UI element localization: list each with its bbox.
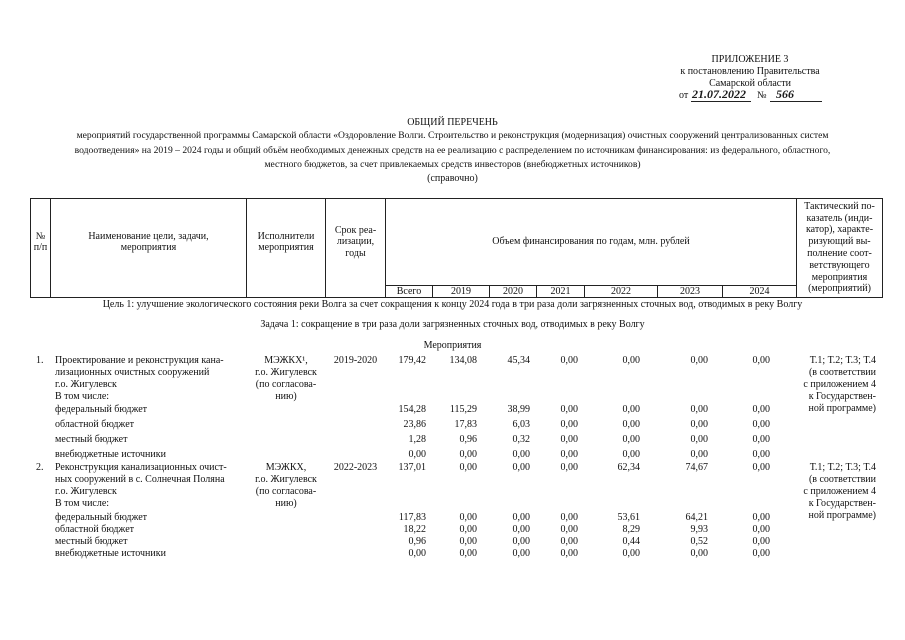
row-value-2023: 74,67 bbox=[685, 462, 708, 473]
subrow-value: 0,00 bbox=[459, 524, 477, 535]
subrow-value: 0,00 bbox=[622, 434, 640, 445]
row-value-2024: 0,00 bbox=[752, 355, 770, 366]
subrow-value: 0,00 bbox=[690, 404, 708, 415]
subrow-value: 0,00 bbox=[690, 449, 708, 460]
task-text: Задача 1: сокращение в три раза доли загрязненных сточных вод, отводимых в реку Волгу bbox=[260, 319, 645, 330]
document-title: ОБЩИЙ ПЕРЕЧЕНЬ bbox=[407, 117, 498, 128]
col-num-header: № п/п bbox=[33, 230, 48, 253]
section-label: Мероприятия bbox=[423, 340, 482, 351]
year-header-2024: 2024 bbox=[749, 285, 770, 297]
year-header-2020: 2020 bbox=[503, 285, 523, 297]
row-indicator-line: с приложением 4 bbox=[803, 379, 876, 390]
subrow-value: 6,03 bbox=[512, 419, 530, 430]
subrow-value: 0,52 bbox=[690, 536, 708, 547]
row-value-2020: 45,34 bbox=[507, 355, 530, 366]
subrow-value: 0,00 bbox=[459, 548, 477, 559]
row-indicator-line: (в соответствии bbox=[808, 367, 876, 378]
subrow-label: внебюджетные источники bbox=[55, 548, 166, 559]
row-indicator-line: к Государствен- bbox=[808, 391, 876, 402]
subrow-value: 23,86 bbox=[403, 419, 426, 430]
year-header-total: Всего bbox=[396, 285, 422, 297]
subrow-value: 0,00 bbox=[512, 536, 530, 547]
subrow-value: 0,00 bbox=[560, 536, 578, 547]
row-value-2023: 0,00 bbox=[690, 355, 708, 366]
subrow-value: 0,00 bbox=[512, 449, 530, 460]
subrow-value: 0,00 bbox=[752, 404, 770, 415]
subrow-value: 0,00 bbox=[560, 404, 578, 415]
appendix-number-prefix: № bbox=[757, 90, 767, 101]
row-indicator-line: ной программе) bbox=[808, 510, 876, 521]
appendix-line2: к постановлению Правительства bbox=[680, 66, 820, 77]
row-number: 1. bbox=[36, 355, 44, 366]
subrow-value: 0,00 bbox=[560, 548, 578, 559]
subrow-value: 0,00 bbox=[752, 449, 770, 460]
year-header-2022: 2022 bbox=[611, 285, 631, 297]
row-value-total: 179,42 bbox=[398, 355, 426, 366]
subrow-value: 0,00 bbox=[512, 512, 530, 523]
appendix-date-prefix: от bbox=[679, 90, 689, 101]
subrow-value: 0,00 bbox=[512, 548, 530, 559]
row-value-2021: 0,00 bbox=[560, 462, 578, 473]
subrow-label: федеральный бюджет bbox=[55, 404, 148, 415]
appendix-title: ПРИЛОЖЕНИЕ 3 bbox=[711, 54, 789, 65]
row-value-2022: 62,34 bbox=[617, 462, 640, 473]
year-header-2021: 2021 bbox=[550, 285, 571, 297]
subrow-value: 0,00 bbox=[459, 536, 477, 547]
subrow-value: 0,00 bbox=[690, 419, 708, 430]
subrow-value: 0,00 bbox=[459, 449, 477, 460]
subrow-value: 0,00 bbox=[752, 512, 770, 523]
subrow-value: 0,00 bbox=[622, 419, 640, 430]
col-executors-header: Исполнители мероприятия bbox=[257, 230, 315, 253]
subrow-value: 115,29 bbox=[449, 404, 477, 415]
row-executor-line: МЭЖКХ, bbox=[265, 462, 307, 473]
row-value-2019: 134,08 bbox=[449, 355, 477, 366]
row-indicator-line: с приложением 4 bbox=[803, 486, 876, 497]
row-term: 2022-2023 bbox=[333, 462, 378, 473]
subrow-value: 0,00 bbox=[560, 524, 578, 535]
year-header-2019: 2019 bbox=[451, 285, 471, 297]
row-indicator-line: ной программе) bbox=[808, 403, 876, 414]
subrow-label: местный бюджет bbox=[55, 536, 128, 547]
row-value-total: 137,01 bbox=[398, 462, 426, 473]
row-name-line: ных сооружений в с. Солнечная Поляна bbox=[55, 474, 225, 485]
row-term: 2019-2020 bbox=[333, 355, 378, 366]
row-name-line: г.о. Жигулевск bbox=[55, 486, 117, 497]
col-name-header: Наименование цели, задачи, мероприятия bbox=[88, 230, 209, 253]
row-executor-line: г.о. Жигулевск bbox=[255, 367, 317, 378]
row-indicator-line: к Государствен- bbox=[808, 498, 876, 509]
subrow-value: 0,00 bbox=[752, 548, 770, 559]
subrow-value: 0,00 bbox=[408, 449, 426, 460]
subrow-value: 1,28 bbox=[408, 434, 426, 445]
appendix-line3: Самарской области bbox=[709, 78, 791, 89]
subrow-value: 0,00 bbox=[690, 548, 708, 559]
row-value-2024: 0,00 bbox=[752, 462, 770, 473]
row-name-line: Реконструкция канализационных очист- bbox=[55, 462, 227, 473]
row-name-line: В том числе: bbox=[55, 391, 110, 402]
subrow-label: внебюджетные источники bbox=[55, 449, 166, 460]
subrow-value: 0,00 bbox=[752, 536, 770, 547]
row-indicator-line: (в соответствии bbox=[808, 474, 876, 485]
subrow-value: 0,00 bbox=[560, 419, 578, 430]
subrow-value: 0,00 bbox=[752, 524, 770, 535]
number-underline bbox=[770, 101, 822, 102]
subrow-value: 0,00 bbox=[622, 548, 640, 559]
date-underline bbox=[691, 101, 751, 102]
row-executor-line: (по согласова- bbox=[255, 379, 317, 390]
heading-line3: местного бюджетов, за счет привлекаемых средств инвесторов (внебюджетных источников) bbox=[264, 159, 641, 170]
row-value-2021: 0,00 bbox=[560, 355, 578, 366]
subrow-value: 0,96 bbox=[459, 434, 477, 445]
row-name-line: В том числе: bbox=[55, 498, 110, 509]
subrow-value: 0,00 bbox=[690, 434, 708, 445]
subrow-value: 17,83 bbox=[454, 419, 477, 430]
row-value-2019: 0,00 bbox=[459, 462, 477, 473]
subrow-label: областной бюджет bbox=[55, 419, 135, 430]
subrow-value: 53,61 bbox=[617, 512, 640, 523]
heading-line1: мероприятий государственной программы Самарской области «Оздоровление Волги. Строительство и реконструкция (модернизация) очистных сооружений централизованных систем bbox=[76, 130, 829, 141]
subrow-value: 8,29 bbox=[622, 524, 640, 535]
subrow-value: 0,00 bbox=[560, 512, 578, 523]
row-name-line: лизационных очистных сооружений bbox=[55, 367, 210, 378]
subrow-value: 117,83 bbox=[398, 512, 426, 523]
heading-line2: водоотведения» на 2019 – 2024 годы и общий объём необходимых денежных средств на ее реализацию с распределением по источникам финансирования: из федерального, областного, bbox=[74, 145, 831, 156]
subrow-value: 0,32 bbox=[512, 434, 530, 445]
subrow-value: 38,99 bbox=[507, 404, 530, 415]
subrow-value: 0,00 bbox=[459, 512, 477, 523]
subrow-label: федеральный бюджет bbox=[55, 512, 148, 523]
subrow-value: 0,00 bbox=[512, 524, 530, 535]
row-indicator-line: Т.1; Т.2; Т.3; Т.4 bbox=[809, 462, 876, 473]
subrow-value: 0,00 bbox=[560, 449, 578, 460]
row-value-2020: 0,00 bbox=[512, 462, 530, 473]
subrow-value: 18,22 bbox=[403, 524, 426, 535]
row-name-line: г.о. Жигулевск bbox=[55, 379, 117, 390]
row-executor-line: (по согласова- bbox=[255, 486, 317, 497]
subrow-value: 0,00 bbox=[560, 434, 578, 445]
appendix-date: 21.07.2022 bbox=[692, 87, 746, 101]
row-indicator-line: Т.1; Т.2; Т.3; Т.4 bbox=[809, 355, 876, 366]
subrow-label: областной бюджет bbox=[55, 524, 135, 535]
col-term-header: Срок реа- лизации, годы bbox=[334, 224, 377, 259]
row-name-line: Проектирование и реконструкция кана- bbox=[55, 355, 224, 366]
subrow-value: 64,21 bbox=[685, 512, 708, 523]
subrow-value: 0,96 bbox=[408, 536, 426, 547]
goal-text: Цель 1: улучшение экологического состояния реки Волга за счет сокращения к концу 2024 года в три раза доли загрязненных сточных вод, отводимых в реку Волгу bbox=[102, 299, 803, 310]
subrow-value: 9,93 bbox=[690, 524, 708, 535]
row-executor-line: МЭЖКХ¹, bbox=[264, 355, 308, 366]
subrow-value: 0,44 bbox=[622, 536, 640, 547]
row-executor-line: нию) bbox=[275, 498, 297, 509]
year-header-2023: 2023 bbox=[680, 285, 700, 297]
row-executor-line: нию) bbox=[275, 391, 297, 402]
heading-reference-note: (справочно) bbox=[427, 173, 478, 184]
row-number: 2. bbox=[36, 462, 44, 473]
subrow-value: 0,00 bbox=[622, 449, 640, 460]
subrow-label: местный бюджет bbox=[55, 434, 128, 445]
subrow-value: 154,28 bbox=[398, 404, 426, 415]
subrow-value: 0,00 bbox=[752, 419, 770, 430]
subrow-value: 0,00 bbox=[752, 434, 770, 445]
col-indicator-header: Тактический по- казатель (инди- катор), характе- ризующий вы- полнение соот- ветствующего мероприятия (мероприятий) bbox=[804, 200, 875, 295]
row-value-2022: 0,00 bbox=[622, 355, 640, 366]
subrow-value: 0,00 bbox=[622, 404, 640, 415]
appendix-number: 566 bbox=[776, 87, 794, 101]
subrow-value: 0,00 bbox=[408, 548, 426, 559]
row-executor-line: г.о. Жигулевск bbox=[255, 474, 317, 485]
col-financing-header: Объем финансирования по годам, млн. рублей bbox=[492, 236, 690, 248]
